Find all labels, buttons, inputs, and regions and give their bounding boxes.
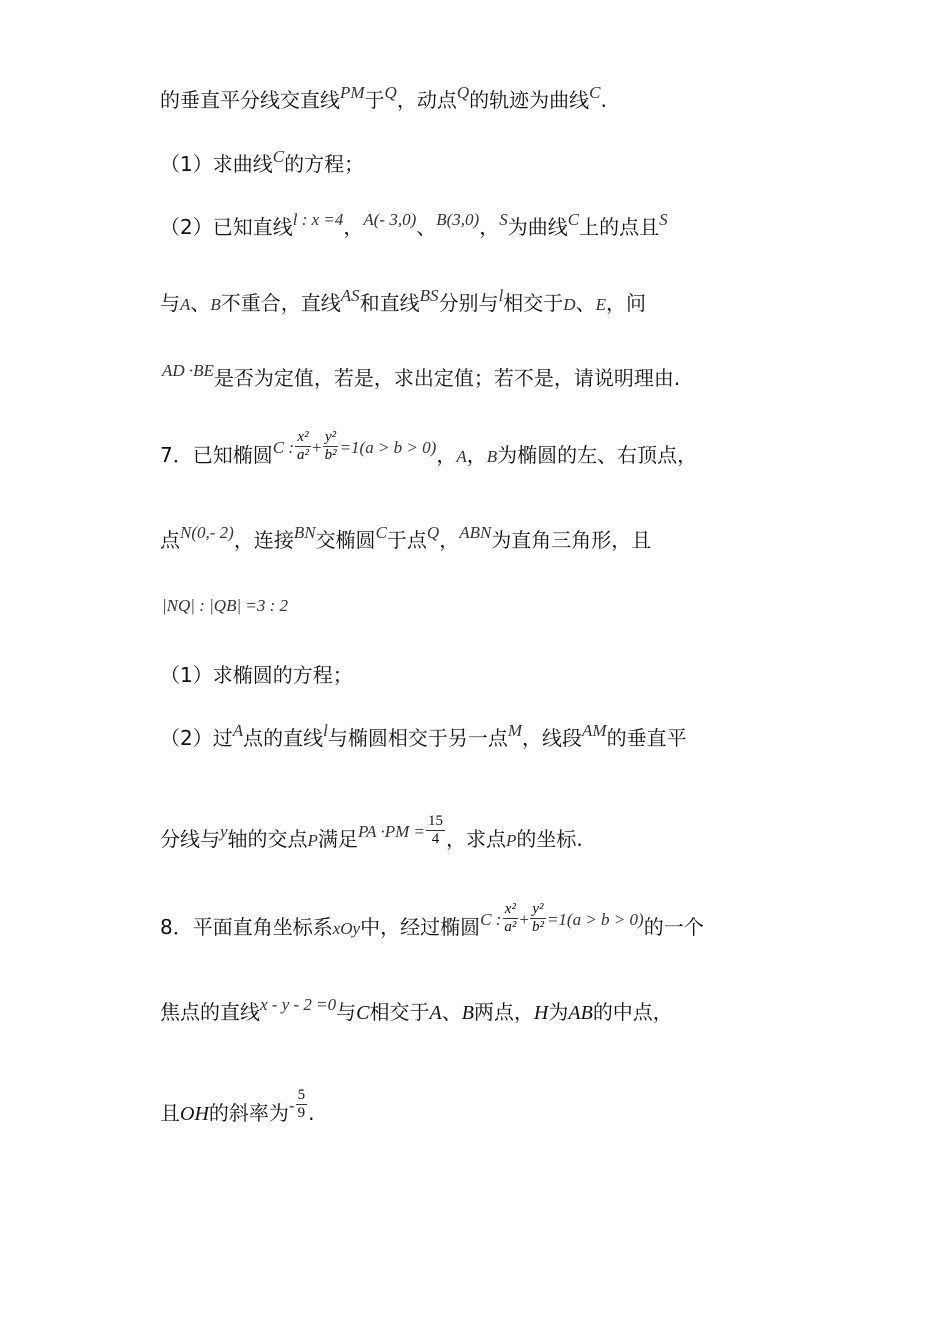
- denominator: b²: [324, 447, 337, 463]
- text: 满足: [317, 827, 358, 851]
- denominator: 4: [431, 831, 440, 847]
- text: 、: [190, 291, 211, 315]
- text: 是否为定值，若是，求出定值；若不是，请说明理由.: [213, 366, 681, 390]
- math: y: [220, 822, 228, 841]
- text: 的一个: [643, 915, 704, 939]
- fraction: [296, 1087, 308, 1122]
- math: BN: [293, 523, 316, 542]
- math: S: [659, 210, 668, 229]
- math: H: [533, 1002, 549, 1024]
- text: （1）求曲线: [160, 152, 273, 176]
- text-line-1: [160, 83, 607, 116]
- text: 为: [548, 1000, 569, 1024]
- math: N(0,- 2): [180, 523, 234, 542]
- text-line-4: [160, 286, 646, 319]
- math: l: [498, 286, 504, 305]
- numerator: y²: [325, 429, 337, 445]
- math: M: [507, 721, 523, 740]
- numerator: x²: [504, 901, 516, 917]
- numerator: y²: [532, 901, 544, 917]
- fraction: [530, 901, 546, 936]
- text-line-10: [160, 721, 687, 754]
- text-line-7: [160, 523, 652, 556]
- text: 点: [160, 528, 180, 552]
- text: 与: [160, 291, 180, 315]
- text: 的方程；: [284, 152, 365, 176]
- text: 分线与: [160, 827, 220, 851]
- text: ，连接: [233, 528, 294, 552]
- numerator: 5: [297, 1087, 306, 1103]
- math: C: [589, 83, 601, 102]
- text-line-5: [162, 361, 681, 394]
- math: A: [180, 295, 191, 314]
- math: C: [375, 523, 387, 542]
- math: BS: [419, 286, 439, 305]
- text: 、: [575, 291, 596, 315]
- text-line-13: [160, 995, 673, 1028]
- math: xOy: [332, 919, 361, 938]
- math: OH: [180, 1103, 209, 1125]
- math: C :: [480, 910, 502, 929]
- text: 8．平面直角坐标系: [160, 915, 333, 939]
- math: B(3,0): [436, 210, 480, 229]
- math: B: [486, 447, 498, 466]
- math: ABN: [459, 523, 492, 542]
- text-line-6: [160, 429, 698, 474]
- fraction: [323, 429, 339, 464]
- math: C: [272, 147, 285, 166]
- text: .: [600, 88, 607, 112]
- text: 相交于: [503, 291, 564, 315]
- math: A: [429, 1002, 442, 1024]
- text: 的中点，: [592, 1000, 673, 1024]
- text: 和直线: [359, 291, 420, 315]
- text: 为直角三角形，且: [491, 528, 652, 552]
- math: C :: [272, 438, 294, 457]
- text: 交椭圆: [315, 528, 376, 552]
- math: PM: [340, 83, 365, 102]
- denominator: 9: [297, 1105, 306, 1121]
- math: S: [499, 210, 508, 229]
- math: +: [311, 438, 322, 457]
- text: ，: [466, 443, 487, 467]
- text: ，: [439, 528, 460, 552]
- text: ，: [436, 443, 457, 467]
- math: A: [232, 721, 244, 740]
- math: B: [210, 295, 221, 314]
- text: （2）已知直线: [160, 215, 293, 239]
- math: l: [323, 721, 328, 740]
- math: =1(a > b > 0): [546, 910, 644, 929]
- math: AD ·BE: [162, 361, 214, 380]
- text: 于: [364, 88, 385, 112]
- math: AB: [568, 1002, 593, 1024]
- math: A(- 3,0): [363, 210, 417, 229]
- text: ，动点: [396, 88, 457, 112]
- text: ，线段: [522, 726, 583, 750]
- text-line-9: [160, 661, 353, 689]
- text: 两点，: [473, 1000, 534, 1024]
- math: D: [563, 295, 576, 314]
- text: 点的直线: [243, 726, 324, 750]
- text: 焦点的直线: [160, 1000, 260, 1024]
- math: Q: [384, 83, 397, 102]
- math: AM: [582, 721, 607, 740]
- math: C: [356, 1002, 370, 1024]
- math: |NQ| : |QB| =3 : 2: [162, 596, 289, 615]
- math: l : x =4: [292, 210, 344, 229]
- numerator: 15: [427, 813, 443, 829]
- text: 的轨迹为曲线: [469, 88, 590, 112]
- math: x - y - 2 =0: [260, 995, 337, 1014]
- text: 不重合，直线: [220, 291, 341, 315]
- text: ，: [343, 215, 364, 239]
- math: Q: [426, 523, 440, 542]
- text: 的斜率为: [208, 1101, 289, 1125]
- text-line-12: [160, 901, 704, 946]
- text-line-8: [162, 590, 288, 620]
- text: 的垂直平分线交直线: [160, 88, 340, 112]
- text: ，: [479, 215, 500, 239]
- text-line-3: [160, 210, 668, 243]
- math: P: [307, 831, 318, 850]
- text-line-11: [160, 813, 583, 858]
- text: 的坐标.: [516, 827, 583, 851]
- text: 中，经过椭圆: [360, 915, 481, 939]
- text: 与: [336, 1000, 357, 1024]
- text: （2）过: [160, 726, 233, 750]
- text: 7．已知椭圆: [160, 443, 273, 467]
- math: A: [456, 447, 467, 466]
- math: C: [567, 210, 580, 229]
- text: 、: [441, 1000, 462, 1024]
- math: P: [505, 831, 517, 850]
- text: （1）求椭圆的方程；: [160, 663, 353, 687]
- math: Q: [456, 83, 470, 102]
- text: 与椭圆相交于另一点: [327, 726, 508, 750]
- math: +: [519, 910, 529, 929]
- math: B: [461, 1002, 474, 1024]
- denominator: a²: [504, 919, 517, 935]
- fraction: [426, 813, 445, 848]
- math: PA ·PM =: [357, 822, 425, 841]
- text: ，问: [605, 291, 646, 315]
- denominator: a²: [296, 447, 309, 463]
- text: 、: [416, 215, 437, 239]
- fraction: [295, 429, 311, 464]
- math: AS: [340, 286, 360, 305]
- text: 上的点且: [579, 215, 660, 239]
- text: 相交于: [369, 1000, 430, 1024]
- text: 分别与: [438, 291, 499, 315]
- text: 轴的交点: [227, 827, 308, 851]
- text-line-14: [160, 1087, 315, 1132]
- text: 的垂直平: [606, 726, 687, 750]
- fraction: [502, 901, 518, 936]
- text: ，求点: [445, 827, 506, 851]
- text: 为曲线: [507, 215, 568, 239]
- text-line-2: [160, 147, 365, 180]
- text: 且: [160, 1101, 180, 1125]
- text: 于点: [386, 528, 427, 552]
- math: =1(a > b > 0): [339, 438, 437, 457]
- text: 为椭圆的左、右顶点，: [497, 443, 698, 467]
- denominator: b²: [531, 919, 544, 935]
- math: E: [595, 295, 606, 314]
- text: .: [308, 1101, 315, 1125]
- numerator: x²: [297, 429, 309, 445]
- math: -: [288, 1096, 295, 1115]
